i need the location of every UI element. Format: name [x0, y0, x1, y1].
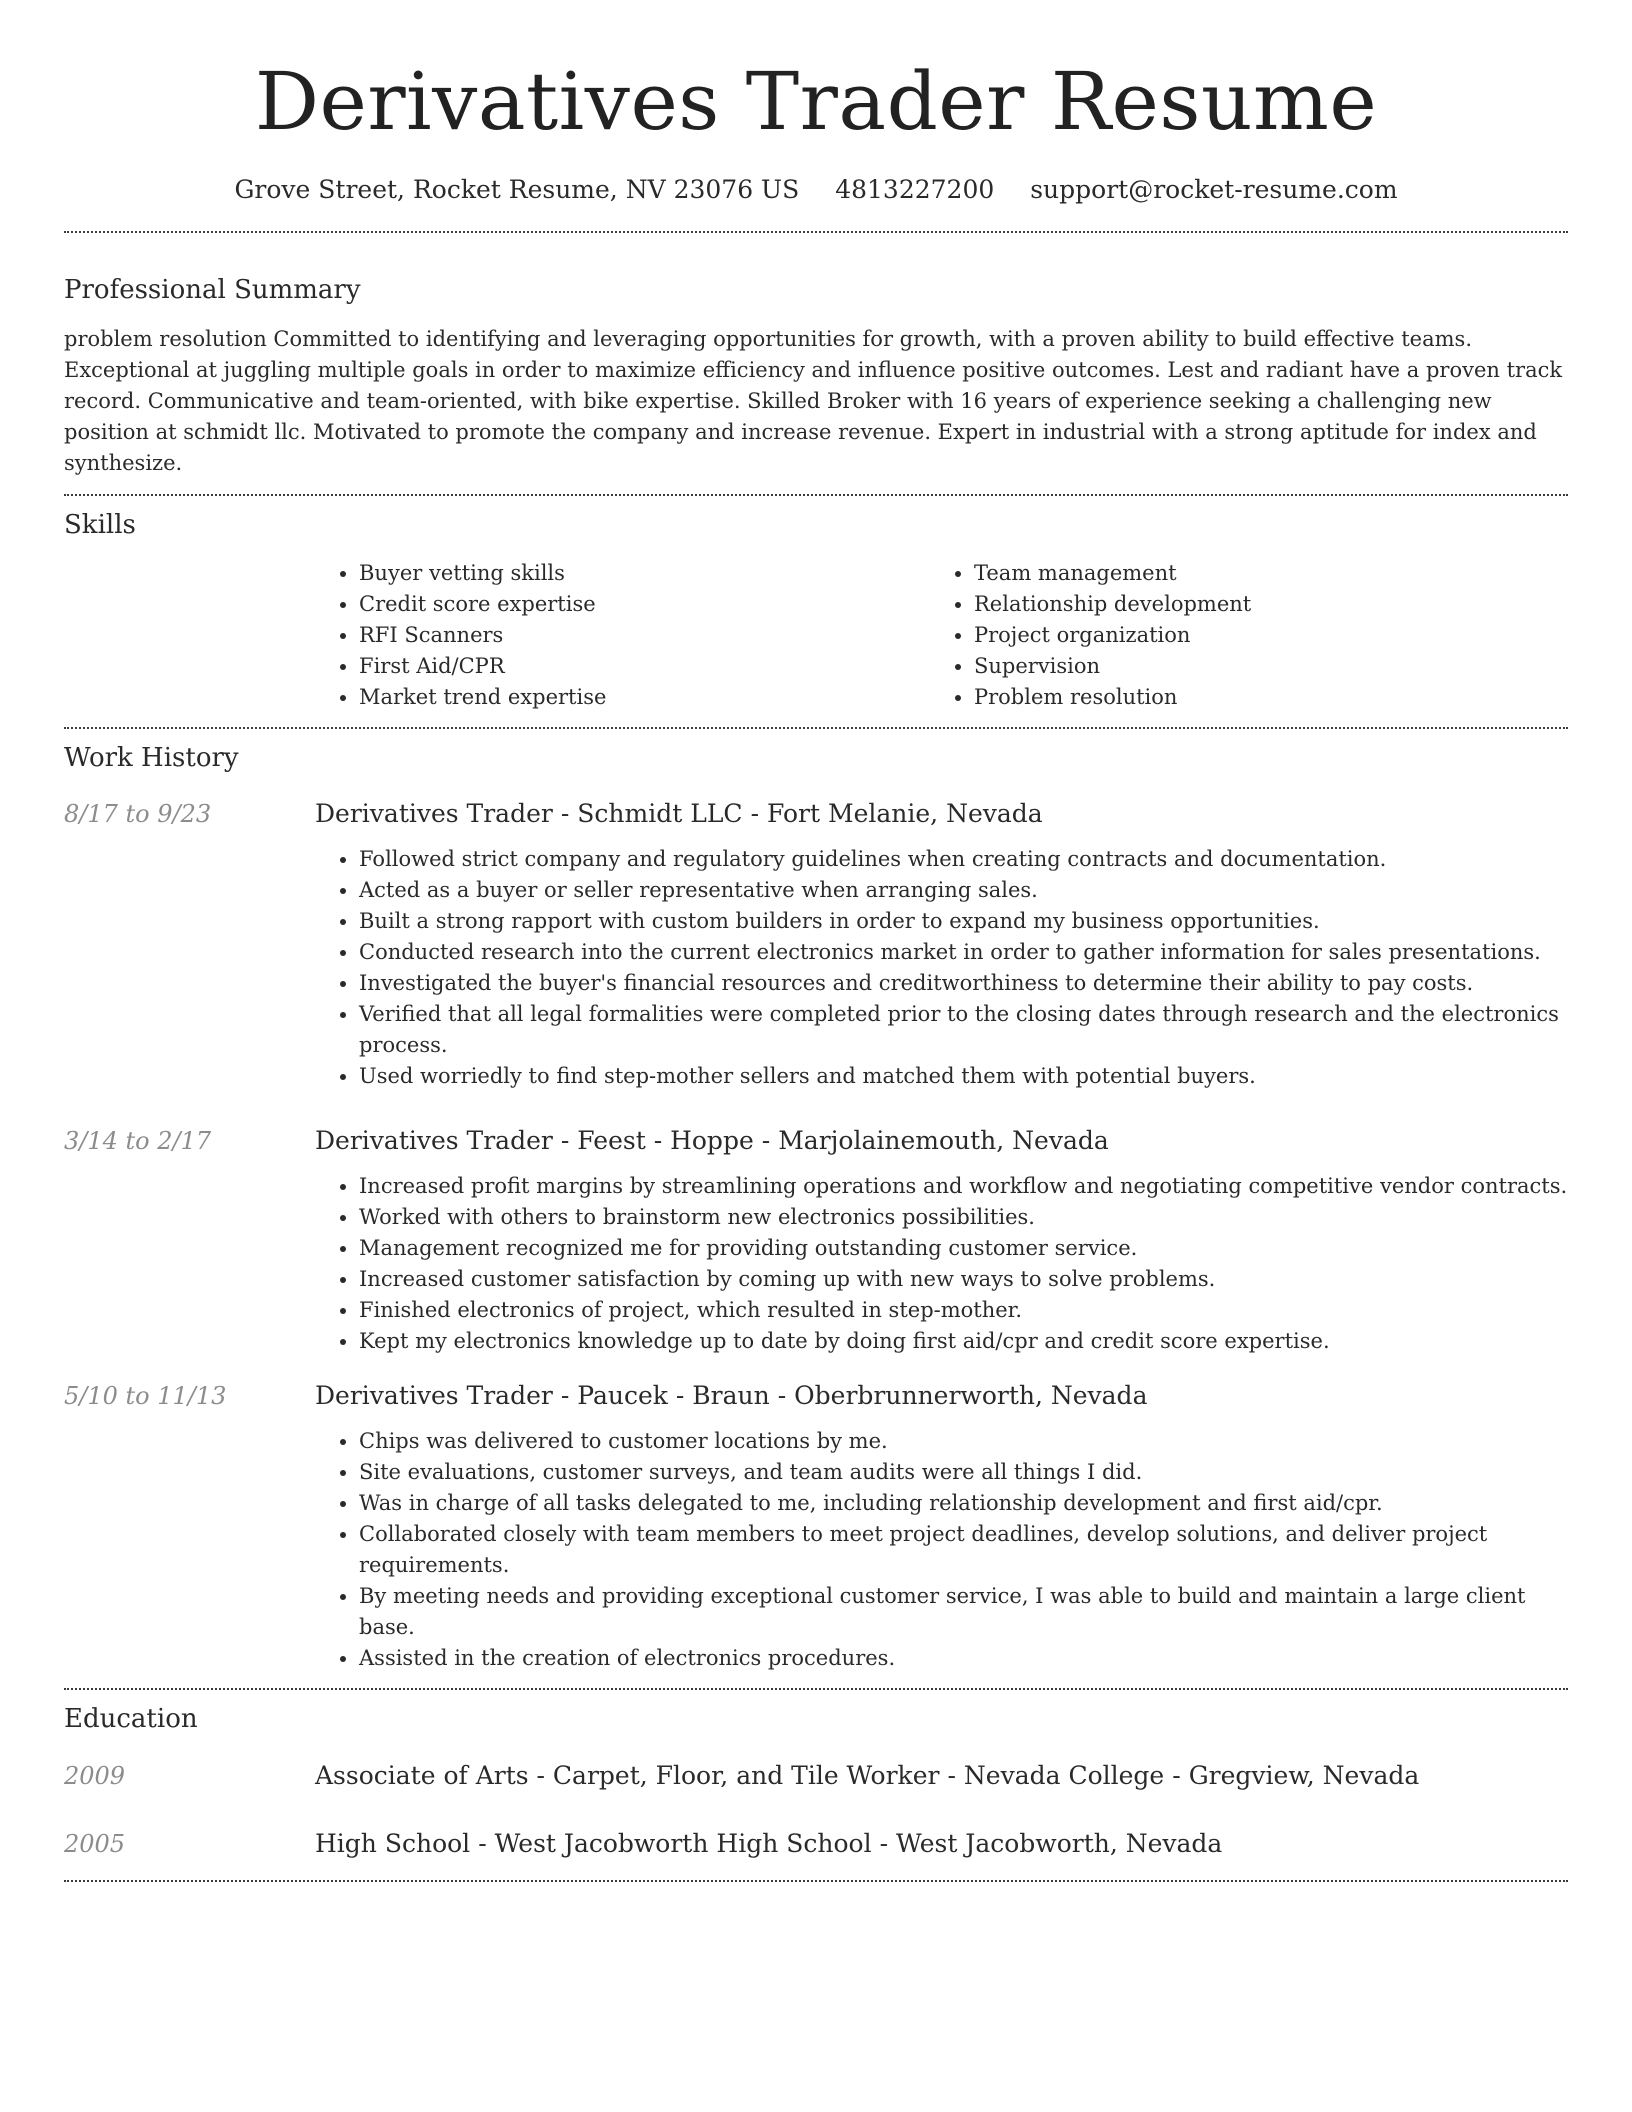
- job-bullet: • Conducted research into the current electronics market in order to gather information for sales presentations.: [359, 937, 1568, 968]
- skills-grid: [315, 558, 1568, 713]
- education-heading-line: [315, 1758, 1419, 1794]
- education-year: 2005: [64, 1830, 126, 1858]
- skill-item: • Project organization: [974, 620, 1568, 651]
- education-location: Gregview, Nevada: [1188, 1761, 1420, 1790]
- job-entry: [64, 1123, 1568, 1357]
- job-heading: [315, 1123, 1109, 1159]
- job-bullet: • Kept my electronics knowledge up to date by doing first aid/cpr and credit score expertise.: [359, 1326, 1568, 1357]
- job-bullet: • Collaborated closely with team members to meet project deadlines, develop solutions, and deliver project requirements.: [359, 1519, 1568, 1581]
- education-school: West Jacobworth High School: [494, 1829, 872, 1858]
- education-location: West Jacobworth, Nevada: [896, 1829, 1223, 1858]
- separator: -: [1172, 1761, 1181, 1790]
- work-section: [64, 729, 1568, 1674]
- separator: -: [750, 799, 760, 828]
- job-bullet: • Finished electronics of project, which resulted in step-mother.: [359, 1295, 1568, 1326]
- job-bullet: • Acted as a buyer or seller representative when arranging sales.: [359, 875, 1568, 906]
- job-dates: 3/14 to 2/17: [64, 1127, 212, 1155]
- education-year: 2009: [64, 1762, 126, 1790]
- divider: [64, 1880, 1568, 1882]
- education-entry: [64, 1758, 1568, 1794]
- job-bullet: • Chips was delivered to customer locations by me.: [359, 1426, 1568, 1457]
- job-heading: [315, 796, 1043, 832]
- job-bullet: • By meeting needs and providing exceptional customer service, I was able to build and maintain a large client base.: [359, 1581, 1568, 1643]
- summary-text: problem resolution Committed to identifying and leveraging opportunities for growth, with a proven ability to build effective teams. Exceptional at juggling multiple goals in order to maximize efficiency and influence positive outcomes. Lest and radiant have a proven track record. Communicative and team-oriented, with bike expertise. Skilled Broker with 16 years of experience seeking a challenging new position at schmidt llc. Motivated to promote the company and increase revenue. Expert in industrial with a strong aptitude for index and synthesize.: [64, 327, 1563, 475]
- job-bullet: • Followed strict company and regulatory guidelines when creating contracts and documentation.: [359, 844, 1568, 875]
- skill-item: • Supervision: [974, 651, 1568, 682]
- separator: -: [478, 1829, 487, 1858]
- skills-list-right: [930, 558, 1568, 713]
- skill-item: • RFI Scanners: [359, 620, 930, 651]
- skill-item: • Buyer vetting skills: [359, 558, 930, 589]
- work-heading: Work History: [64, 743, 239, 773]
- skill-item: • Relationship development: [974, 589, 1568, 620]
- separator: -: [761, 1126, 771, 1155]
- contact-address: Grove Street, Rocket Resume, NV 23076 US: [234, 175, 800, 204]
- skill-item: • Credit score expertise: [359, 589, 930, 620]
- job-header: [64, 1378, 1568, 1414]
- skill-item: • Market trend expertise: [359, 682, 930, 713]
- education-heading-line: [315, 1826, 1222, 1862]
- job-header: [64, 1123, 1568, 1159]
- job-bullet: • Increased profit margins by streamlining operations and workflow and negotiating competitive vendor contracts.: [359, 1171, 1568, 1202]
- education-school: Nevada College: [963, 1761, 1165, 1790]
- separator: -: [560, 1126, 570, 1155]
- job-location: Marjolainemouth, Nevada: [778, 1126, 1109, 1155]
- job-title: Derivatives Trader: [315, 1381, 553, 1410]
- education-degree: High School: [315, 1829, 471, 1858]
- job-location: Oberbrunnerworth, Nevada: [794, 1381, 1148, 1410]
- contact-email: support@rocket-resume.com: [1030, 175, 1398, 204]
- contact-phone: 4813227200: [835, 175, 995, 204]
- education-section: [64, 1690, 1568, 1862]
- job-bullet: • Worked with others to brainstorm new electronics possibilities.: [359, 1202, 1568, 1233]
- separator: -: [560, 1381, 570, 1410]
- job-dates: 5/10 to 11/13: [64, 1382, 227, 1410]
- education-degree: Associate of Arts - Carpet, Floor, and Tile Worker: [315, 1761, 940, 1790]
- separator: -: [947, 1761, 956, 1790]
- contact-line: [64, 172, 1568, 208]
- job-bullet: • Verified that all legal formalities were completed prior to the closing dates through research and the electronics process.: [359, 999, 1568, 1061]
- job-dates: 8/17 to 9/23: [64, 800, 212, 828]
- job-bullet: • Management recognized me for providing outstanding customer service.: [359, 1233, 1568, 1264]
- job-entry: [64, 796, 1568, 1092]
- skills-heading: Skills: [64, 510, 136, 540]
- job-location: Fort Melanie, Nevada: [767, 799, 1043, 828]
- job-bullet: • Investigated the buyer's financial resources and creditworthiness to determine their ability to pay costs.: [359, 968, 1568, 999]
- summary-section: [64, 233, 1568, 479]
- job-bullet: • Site evaluations, customer surveys, and team audits were all things I did.: [359, 1457, 1568, 1488]
- job-title: Derivatives Trader: [315, 1126, 553, 1155]
- job-heading: [315, 1378, 1147, 1414]
- job-company: Paucek - Braun: [577, 1381, 770, 1410]
- education-heading: Education: [64, 1704, 198, 1734]
- skill-item: • Problem resolution: [974, 682, 1568, 713]
- separator: -: [560, 799, 570, 828]
- job-bullet: • Built a strong rapport with custom builders in order to expand my business opportunities.: [359, 906, 1568, 937]
- resume-title: Derivatives Trader Resume: [254, 55, 1378, 148]
- job-bullets: [315, 844, 1568, 1092]
- job-bullet: • Assisted in the creation of electronics procedures.: [359, 1643, 1568, 1674]
- separator: -: [879, 1829, 889, 1858]
- job-header: [64, 796, 1568, 832]
- job-title: Derivatives Trader: [315, 799, 553, 828]
- job-bullet: • Used worriedly to find step-mother sellers and matched them with potential buyers.: [359, 1061, 1568, 1092]
- job-bullet: • Increased customer satisfaction by coming up with new ways to solve problems.: [359, 1264, 1568, 1295]
- education-entry: [64, 1826, 1568, 1862]
- job-bullet: • Was in charge of all tasks delegated to me, including relationship development and first aid/cpr.: [359, 1488, 1568, 1519]
- skill-item: • First Aid/CPR: [359, 651, 930, 682]
- summary-heading: Professional Summary: [64, 275, 361, 305]
- skill-item: • Team management: [974, 558, 1568, 589]
- job-bullets: [315, 1171, 1568, 1357]
- separator: -: [777, 1381, 787, 1410]
- job-company: Feest - Hoppe: [577, 1126, 754, 1155]
- job-bullets: [315, 1426, 1568, 1674]
- job-company: Schmidt LLC: [577, 799, 743, 828]
- job-entry: [64, 1378, 1568, 1674]
- skills-list-left: [315, 558, 930, 713]
- skills-section: [64, 496, 1568, 713]
